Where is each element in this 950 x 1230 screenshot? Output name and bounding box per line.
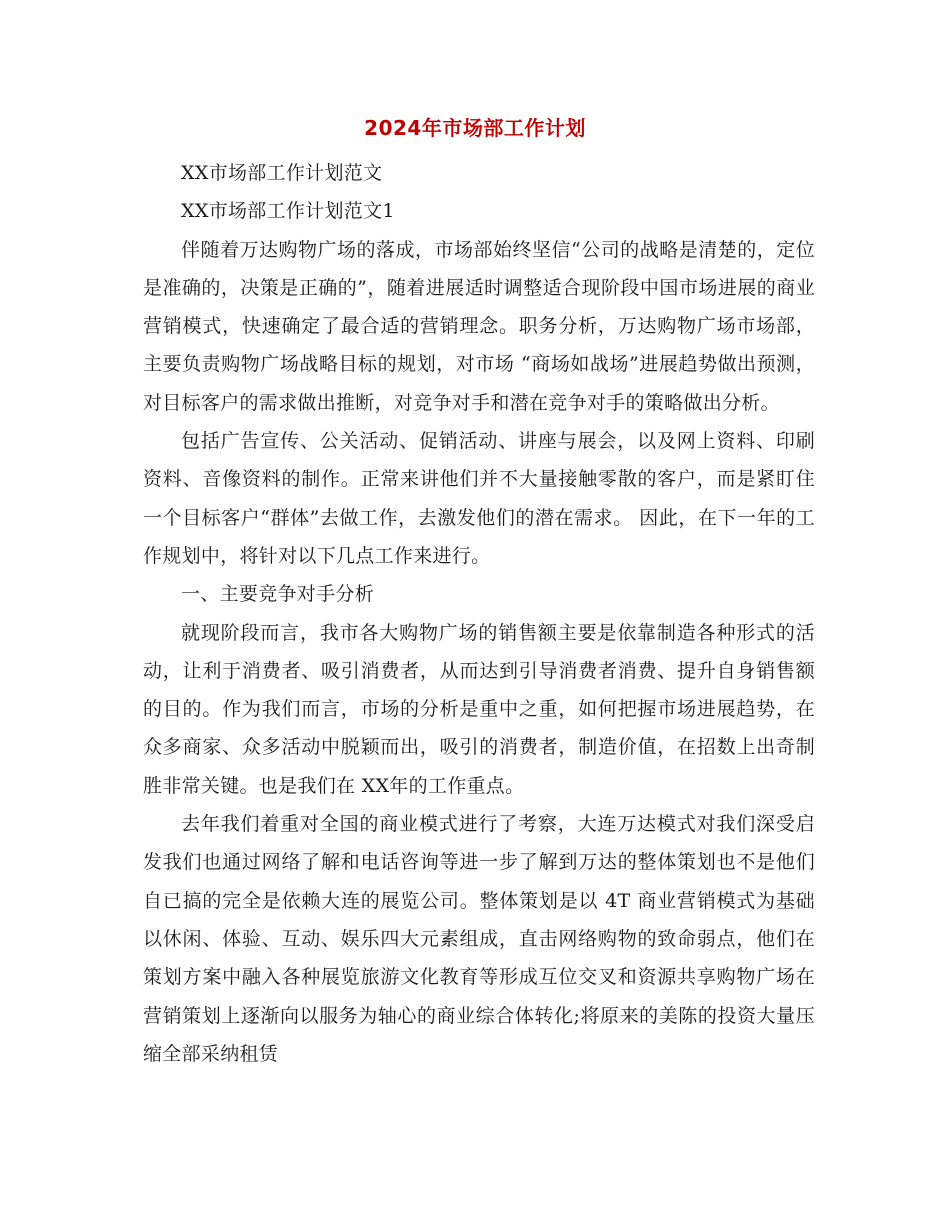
document-body xyxy=(143,154,815,1073)
paragraph-subtitle-1: XX市场部工作计划范文1 xyxy=(181,200,395,223)
paragraph: 就现阶段而言，我市各大购物广场的销售额主要是依靠制造各种形式的活动，让利于消费者、吸引消费者，从而达到引导消费者消费、提升自身销售额的目的。作为我们而言，市场的分析是重中之重，如何把握市场进展趋势，在众多商家、众多活动中脱颖而出，吸引的消费者，制造价值，在招数上出奇制胜非常关键。也是我们在 XX年的工作重点。 xyxy=(143,621,815,797)
paragraph-subtitle: XX市场部工作计划范文 xyxy=(181,162,383,184)
page-title: 2024年市场部工作计划 xyxy=(364,116,586,140)
section-heading: 一、主要竞争对手分析 xyxy=(181,583,375,606)
paragraph: 伴随着万达购物广场的落成，市场部始终坚信“公司的战略是清楚的，定位是准确的，决策是正确的”，随着进展适时调整适合现阶段中国市场进展的商业营销模式，快速确定了最合适的营销理念。职务分析，万达购物广场市场部，主要负责购物广场战略目标的规划，对市场 “商场如战场”进展趋势做出预测，对目标客户的需求做出推断，对竞争对手和潜在竞争对手的策略做出分析。 xyxy=(143,238,815,414)
paragraph: 包括广告宣传、公关活动、促销活动、讲座与展会，以及网上资料、印刷资料、音像资料的制作。正常来讲他们并不大量接触零散的客户，而是紧盯住一个目标客户“群体”去做工作，去激发他们的潜在需求。 因此，在下一年的工作规划中，将针对以下几点工作来进行。 xyxy=(143,430,815,567)
paragraph: 去年我们着重对全国的商业模式进行了考察，大连万达模式对我们深受启发我们也通过网络了解和电话咨询等进一步了解到万达的整体策划也不是他们自已搞的完全是依赖大连的展览公司。整体策划是以 4T 商业营销模式为基础以休闲、体验、互动、娱乐四大元素组成，直击网络购物的致命弱点，他们在策划方案中融入各种展览旅游文化教育等形成互位交叉和资源共享购物广场在营销策划上逐渐向以服务为轴心的商业综合体转化;将原来的美陈的投资大量压缩全部采纳租赁 xyxy=(143,813,815,1065)
